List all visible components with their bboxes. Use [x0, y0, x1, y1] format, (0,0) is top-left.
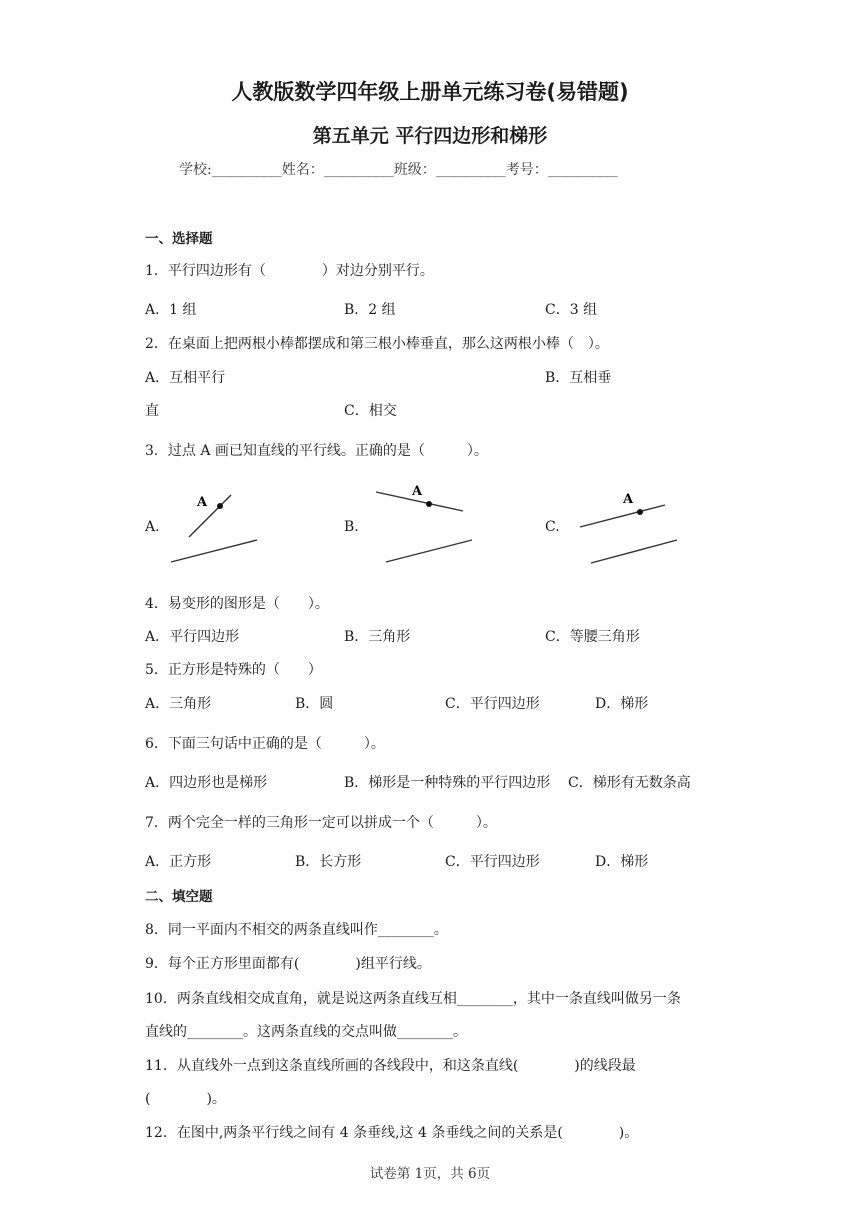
question-4-option-a: A．平行四边形 [145, 629, 240, 645]
section-heading-fill: 二、填空题 [145, 889, 213, 905]
point-a-label: A [197, 495, 208, 510]
question-12: 12．在图中,两条平行线之间有 4 条垂线,这 4 条垂线之间的关系是( )。 [145, 1125, 639, 1141]
question-3-figure-b [370, 480, 480, 570]
page-title: 人教版数学四年级上册单元练习卷(易错题) [231, 80, 629, 104]
question-2-stem: 2．在桌面上把两根小棒都摆成和第三根小棒垂直，那么这两根小棒（ ）。 [145, 336, 609, 352]
question-2-option-b: B．互相垂 [545, 370, 612, 386]
section-heading-choice: 一、选择题 [145, 231, 213, 247]
point-a-label: A [412, 484, 423, 499]
question-7-stem: 7．两个完全一样的三角形一定可以拼成一个（ ）。 [145, 815, 497, 831]
question-5-option-c: C．平行四边形 [445, 696, 540, 712]
question-7-option-d: D．梯形 [595, 854, 649, 870]
question-10-line-1: 10．两条直线相交成直角，就是说这两条直线互相________，其中一条直线叫做另一条 [145, 991, 681, 1007]
question-4-stem: 4．易变形的图形是（ ）。 [145, 596, 329, 612]
question-11-line-1: 11．从直线外一点到这条直线所画的各线段中，和这条直线( )的线段最 [145, 1058, 636, 1074]
question-6-option-b: B．梯形是一种特殊的平行四边形 [344, 775, 551, 791]
question-2-option-a: A．互相平行 [145, 370, 226, 386]
question-3-option-c-label: C. [545, 519, 560, 535]
question-5-option-a: A．三角形 [145, 696, 212, 712]
question-9: 9．每个正方形里面都有( )组平行线。 [145, 956, 431, 972]
question-1-option-c: C．3 组 [545, 302, 598, 318]
page-number: 试卷第 1页，共 6页 [369, 1166, 491, 1182]
unit-subtitle: 第五单元 平行四边形和梯形 [312, 125, 548, 147]
question-7-option-a: A．正方形 [145, 854, 212, 870]
question-5-stem: 5．正方形是特殊的（ ） [145, 662, 322, 678]
student-info-line: 学校:__________姓名：__________班级：__________考号：__________ [179, 162, 618, 178]
question-5-option-d: D．梯形 [595, 696, 649, 712]
question-3-option-b-label: B. [344, 519, 359, 535]
question-6-stem: 6．下面三句话中正确的是（ ）。 [145, 736, 385, 752]
question-3-figure-c [575, 485, 685, 570]
question-3-stem: 3．过点 A 画已知直线的平行线。正确的是（ ）。 [145, 443, 488, 459]
question-4-option-b: B．三角形 [344, 629, 411, 645]
question-2-option-b-continued: 直 [145, 403, 159, 419]
question-3-figure-a [165, 485, 265, 570]
question-7-option-c: C．平行四边形 [445, 854, 540, 870]
question-5-option-b: B．圆 [295, 696, 334, 712]
question-1-option-a: A．1 组 [145, 302, 197, 318]
question-8: 8．同一平面内不相交的两条直线叫作________。 [145, 922, 448, 938]
question-10-line-2: 直线的________。这两条直线的交点叫做________。 [145, 1024, 467, 1040]
question-4-option-c: C．等腰三角形 [545, 629, 640, 645]
question-3-option-a-label: A. [145, 519, 160, 535]
question-7-option-b: B．长方形 [295, 854, 362, 870]
question-11-line-2: ( )。 [145, 1091, 226, 1107]
question-6-option-a: A．四边形也是梯形 [145, 775, 268, 791]
question-2-option-c: C．相交 [344, 403, 397, 419]
question-1-stem: 1．平行四边形有（ ）对边分别平行。 [145, 263, 434, 279]
question-6-option-c: C．梯形有无数条高 [568, 775, 691, 791]
point-a-label: A [623, 492, 634, 507]
question-1-option-b: B．2 组 [344, 302, 396, 318]
